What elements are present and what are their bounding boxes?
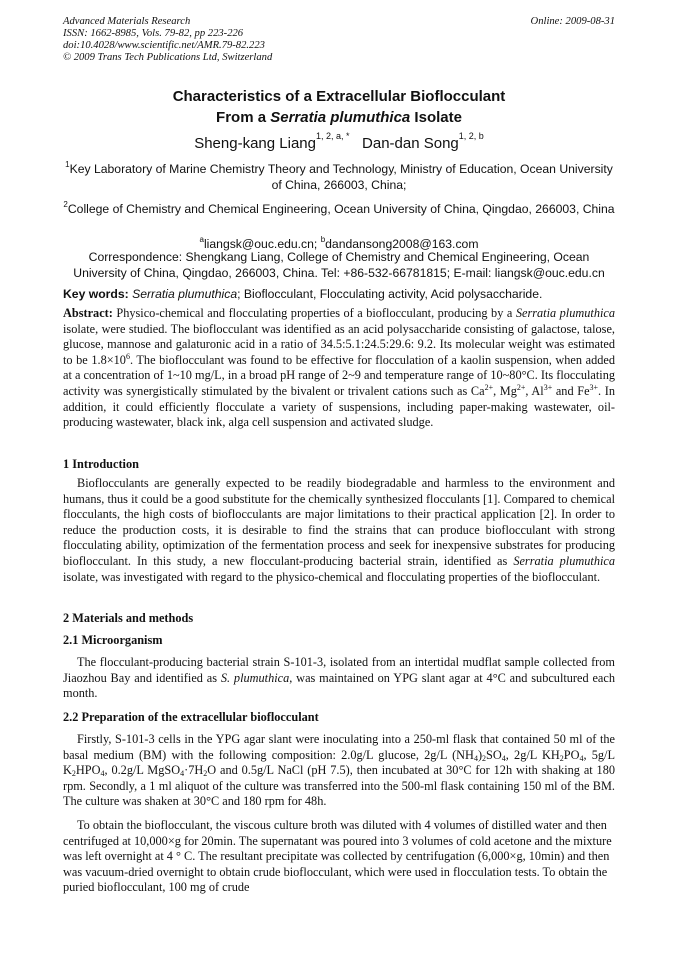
ion-charge: 2+ — [484, 382, 494, 392]
methods-text: , 2g/L KH — [505, 747, 560, 762]
abstract-text: . In addition, it could efficiently flocculate a variety of suspensions, including paper-making wastewater, oil-producing wastewater, black ink, alga cell suspension and activated sludge. — [63, 383, 615, 430]
microorganism-paragraph — [63, 655, 615, 702]
methods-text: , 5g/L K — [63, 747, 615, 778]
ion-charge: 3+ — [589, 382, 599, 392]
intro-text: Bioflocculants are generally expected to be readily biodegradable and harmless to the environment and humans, thus it could be a good substitute for the chemically synthesized flocculants [1]. Compared to chemical flocculants, the high costs of bioflocculants are major limitations to their practical application [2]. In order to reduce the production costs, it is desirable to find the strains that can produce bioflocculant with strong flocculating ability, optimization of the fermentation process and seek for inexpensive substrates for producing bioflocculant. In this study, a new flocculant-producing bacterial strain, identified as — [63, 476, 615, 568]
methods-text: ·7H — [184, 763, 204, 778]
methods-text: , 0.2g/L MgSO — [104, 763, 181, 778]
intro-species: Serratia plumuthica — [513, 553, 615, 568]
methods-text: HPO — [75, 763, 101, 778]
abstract-species: Serratia plumuthica — [515, 306, 615, 320]
journal-header — [63, 16, 272, 64]
title-text: From a — [216, 109, 271, 126]
author-2: Dan-dan Song — [362, 135, 459, 152]
methods-species: S. plumuthica — [220, 670, 290, 685]
subscript: 2 — [203, 769, 208, 779]
abstract-text: , Al — [525, 383, 544, 398]
intro-text-end: isolate, was investigated with regard to the physico-chemical and flocculating properties of the bioflocculant. — [63, 569, 601, 584]
abstract-text: . The bioflocculant was found to be effective for flocculation of a kaolin suspension, when added at a concentration of 1~10 mg/L, in a broad pH range of 2~9 and temperature range of 10~80°C. Its flocculating activity was synergistically stimulated by the bivalent or trivalent cations such as Ca — [63, 352, 615, 398]
subscript: 2 — [71, 769, 76, 779]
methods-text: SO — [486, 747, 502, 762]
affiliation-2-text: College of Chemistry and Chemical Engineering, Ocean University of China, Qingdao, 266003, China — [67, 202, 615, 216]
subscript: 4 — [501, 753, 506, 763]
ion-charge: 3+ — [543, 382, 553, 392]
section-heading-introduction: 1 Introduction — [63, 457, 139, 471]
affiliation-2-mark: 2 — [63, 200, 68, 209]
methods-text: ) — [477, 747, 483, 762]
preparation-paragraph — [63, 732, 615, 810]
abstract — [63, 306, 615, 431]
correspondence: Correspondence: Shengkang Liang, College of Chemistry and Chemical Engineering, Ocean University of China, Qingdao, 266003, China. Tel: +86-532-66781815; E-mail: liangsk@ouc.edu.cn — [73, 250, 605, 280]
abstract-text: and Fe — [552, 383, 590, 398]
methods-text: The flocculant-producing bacterial strain S-101-3, isolated from an intertidal mudflat sample collected from Jiaozhou Bay and identified as — [63, 655, 615, 685]
subscript: 4 — [473, 753, 478, 763]
affiliation-2 — [63, 197, 615, 217]
abstract-text: , Mg — [493, 383, 517, 398]
paper-title-line2 — [0, 109, 678, 126]
subscript: 4 — [579, 753, 584, 763]
keywords-label: Key words: — [63, 287, 129, 301]
email-b-mark: b — [320, 235, 326, 244]
subscript: 2 — [559, 753, 564, 763]
email-a: liangsk@ouc.edu.cn; — [203, 237, 321, 251]
title-species: Serratia plumuthica — [270, 109, 411, 126]
author-1: Sheng-kang Liang — [194, 135, 316, 152]
abstract-label: Abstract: — [63, 306, 113, 320]
journal-doi: doi:10.4028/www.scientific.net/AMR.79-82.223 — [63, 40, 265, 51]
journal-issn: ISSN: 1662-8985, Vols. 79-82, pp 223-226 — [63, 28, 244, 39]
journal-name: Advanced Materials Research — [63, 16, 191, 27]
exponent: 6 — [125, 351, 130, 361]
keywords-rest: ; Bioflocculant, Flocculating activity, Acid polysaccharide. — [237, 287, 543, 301]
methods-text: O and 0.5g/L NaCl (pH 7.5), then incubated at 30°C for 12h with shaking at 180 rpm. Secondly, a 1 ml aliquot of the culture was transferred into the 500-ml flask containing 150 ml of the BM. The culture was shaken at 30°C and 180 rpm for 48h. — [63, 763, 616, 809]
keywords-species: Serratia plumuthica — [132, 287, 238, 301]
abstract-text: Physico-chemical and flocculating properties of a bioflocculant, producing by a — [112, 306, 516, 320]
subscript: 4 — [180, 769, 185, 779]
author-1-marks: 1, 2, a, * — [315, 131, 350, 141]
online-date: Online: 2009-08-31 — [530, 16, 615, 27]
methods-text: Firstly, S-101-3 cells in the YPG agar slant were inoculating into a 250-ml flask that contained 50 ml of the basal medium (BM) with the following composition: 2.0g/L glucose, 2g/L (NH — [63, 732, 615, 762]
methods-text: PO — [563, 747, 580, 762]
author-line — [0, 131, 678, 152]
subsection-heading-preparation: 2.2 Preparation of the extracellular bioflocculant — [63, 710, 319, 724]
bioflocculant-extraction-paragraph: To obtain the bioflocculant, the viscous culture broth was diluted with 4 volumes of distilled water and then centrifuged at 10,000×g for 20min. The supernatant was poured into 3 volumes of cold acetone and the mixture was left overnight at 4 ° C. The resultant precipitate was collected by centrifugation (6,000×g, 10min) and then was vacuum-dried overnight to obtain crude bioflocculant, which were used in flocculation tests. To obtain the puried bioflocculant, 100 mg of crude — [63, 818, 612, 895]
affiliation-1-mark: 1 — [65, 160, 70, 169]
intro-paragraph — [63, 476, 615, 585]
ion-charge: 2+ — [516, 382, 526, 392]
section-heading-methods: 2 Materials and methods — [63, 611, 194, 625]
subscript: 4 — [100, 769, 105, 779]
affiliation-1 — [63, 157, 615, 193]
email-a-mark: a — [199, 235, 204, 244]
keywords — [63, 287, 615, 301]
paper-title-line1: Characteristics of a Extracellular Bioflocculant — [172, 88, 506, 105]
subsection-heading-microorganism: 2.1 Microorganism — [63, 633, 163, 647]
journal-copyright: © 2009 Trans Tech Publications Ltd, Switzerland — [63, 52, 273, 63]
subscript: 2 — [482, 753, 487, 763]
methods-text: , was maintained on YPG slant agar at 4°C and subcultured each month. — [63, 670, 615, 701]
affiliation-1-text: Key Laboratory of Marine Chemistry Theory and Technology, Ministry of Education, Ocean University of China, 266003, China; — [69, 162, 613, 192]
abstract-text: isolate, were studied. The bioflocculant was identified as an acid polysaccharide consisting of galactose, talose, glucose, mannose and galaturonic acid in a ratio of 34.5:5.1:24.5:29.6: 9.2. Its molecular weight was estimated to be 1.8×10 — [63, 321, 615, 367]
title-text-end: Isolate — [410, 109, 462, 126]
author-2-marks: 1, 2, b — [458, 131, 484, 141]
email-b: dandansong2008@163.com — [325, 237, 479, 251]
